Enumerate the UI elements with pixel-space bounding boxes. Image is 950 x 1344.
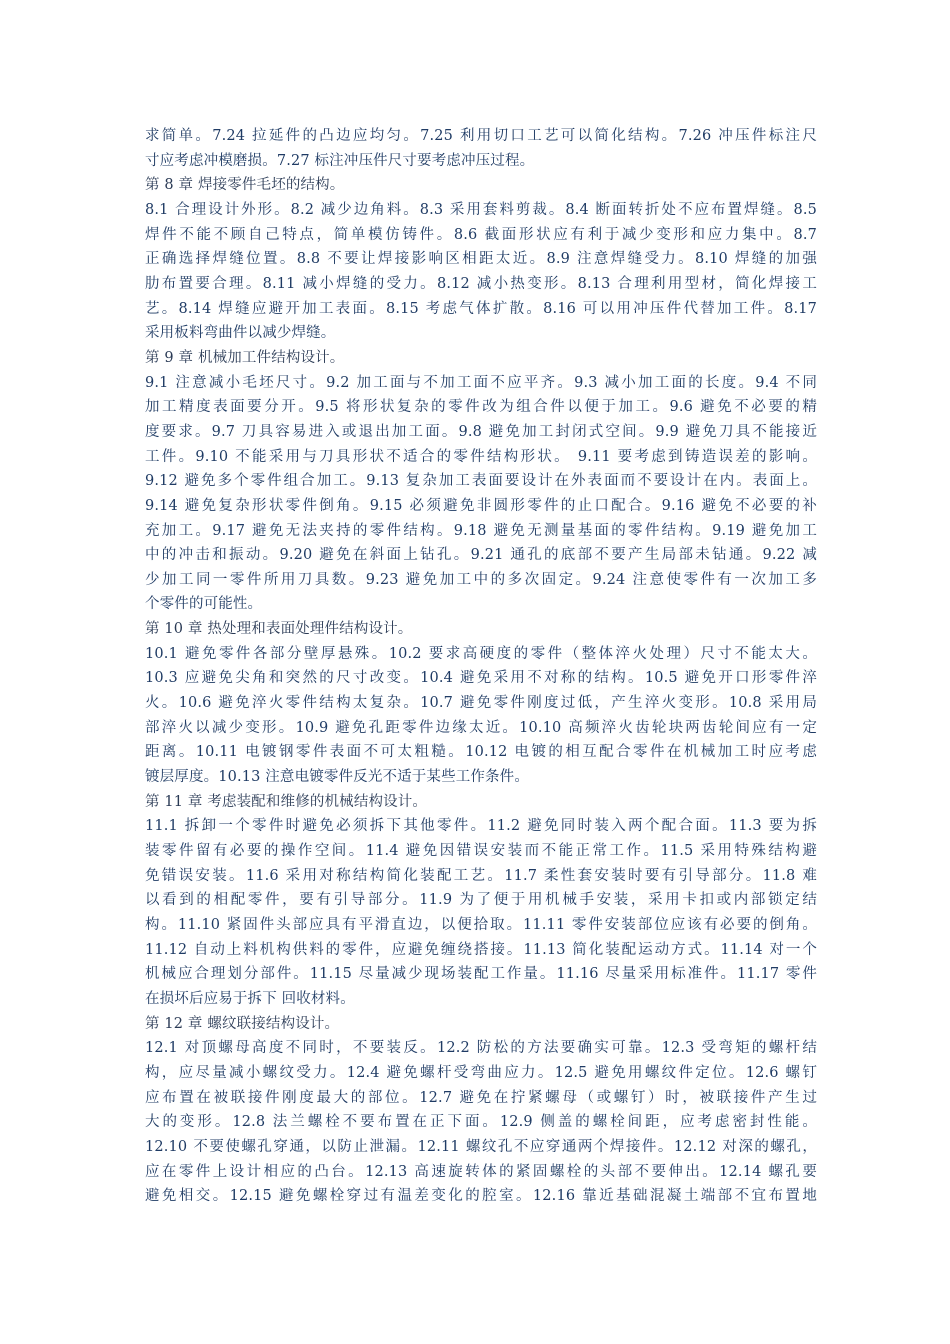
text-line: 肋布置要合理。8.11 减小焊缝的受力。8.12 减小热变形。8.13 合理利用型材，简化焊接工 xyxy=(145,275,817,292)
text-line: 镀层厚度。10.13 注意电镀零件反光不适于某些工作条件。 xyxy=(145,769,529,786)
text-line: 加工精度表面要分开。9.5 将形状复杂的零件改为组合件以便于加工。9.6 避免不必要的精 xyxy=(145,399,817,416)
text-line: 9.14 避免复杂形状零件倒角。9.15 必须避免非圆形零件的止口配合。9.16 避免不必要的补 xyxy=(145,497,817,514)
text-line: 免错误安装。11.6 采用对称结构简化装配工艺。11.7 柔性套安装时要有引导部分。11.8 难 xyxy=(145,867,817,884)
chapter-heading: 第 8 章 焊接零件毛坯的结构。 xyxy=(145,177,345,194)
text-line: 机械应合理划分部件。11.15 尽量减少现场装配工作量。11.16 尽量采用标准件。11.17 零件 xyxy=(145,966,817,983)
chapter-heading: 第 10 章 热处理和表面处理件结构设计。 xyxy=(145,621,413,638)
text-line: 少加工同一零件所用刀具数。9.23 避免加工中的多次固定。9.24 注意使零件有一次加工多 xyxy=(145,571,817,588)
text-line: 采用板料弯曲件以减少焊缝。 xyxy=(145,325,336,342)
text-line: 中的冲击和振动。9.20 避免在斜面上钻孔。9.21 通孔的底部不要产生局部未钻通。9.22 减 xyxy=(145,547,817,564)
text-line: 9.1 注意减小毛坯尺寸。9.2 加工面与不加工面不应平齐。9.3 减小加工面的长度。9.4 不同 xyxy=(145,374,817,391)
text-line: 8.1 合理设计外形。8.2 减少边角料。8.3 采用套料剪裁。8.4 断面转折处不应布置焊缝。8.5 xyxy=(145,201,817,218)
text-line: 应在零件上设计相应的凸台。12.13 高速旋转体的紧固螺栓的头部不要伸出。12.14 螺孔要 xyxy=(145,1163,817,1180)
text-line: 应布置在被联接件刚度最大的部位。12.7 避免在拧紧螺母（或螺钉）时，被联接件产生过 xyxy=(145,1089,817,1106)
text-line: 艺。8.14 焊缝应避开加工表面。8.15 考虑气体扩散。8.16 可以用冲压件代替加工件。8.17 xyxy=(145,300,817,317)
text-line: 11.1 拆卸一个零件时避免必须拆下其他零件。11.2 避免同时装入两个配合面。11.3 要为拆 xyxy=(145,818,817,835)
text-line: 12.10 不要使螺孔穿通，以防止泄漏。12.11 螺纹孔不应穿通两个焊接件。12.12 对深的螺孔， xyxy=(145,1138,817,1155)
text-line: 寸应考虑冲模磨损。7.27 标注冲压件尺寸要考虑冲压过程。 xyxy=(145,152,535,169)
text-line: 求简单。7.24 拉延件的凸边应均匀。7.25 利用切口工艺可以简化结构。7.26 冲压件标注尺 xyxy=(145,128,817,144)
text-line: 部淬火以减少变形。10.9 避免孔距零件边缘太近。10.10 高频淬火齿轮块两齿轮间应有一定 xyxy=(145,719,817,736)
text-line: 大的变形。12.8 法兰螺栓不要布置在正下面。12.9 侧盖的螺栓间距，应考虑密封性能。 xyxy=(145,1114,817,1131)
text-line: 度要求。9.7 刀具容易进入或退出加工面。9.8 避免加工封闭式空间。9.9 避免刀具不能接近 xyxy=(145,423,817,440)
text-line: 距离。10.11 电镀钢零件表面不可太粗糙。10.12 电镀的相互配合零件在机械加工时应考虑 xyxy=(145,744,817,761)
text-line: 火。10.6 避免淬火零件结构太复杂。10.7 避免零件刚度过低，产生淬火变形。10.8 采用局 xyxy=(145,695,817,712)
text-line: 装零件留有必要的操作空间。11.4 避免因错误安装而不能正常工作。11.5 采用特殊结构避 xyxy=(145,843,817,860)
text-line: 避免相交。12.15 避免螺栓穿过有温差变化的腔室。12.16 靠近基础混凝土端部不宜布置地 xyxy=(145,1188,817,1205)
text-line: 10.1 避免零件各部分壁厚悬殊。10.2 要求高硬度的零件（整体淬火处理）尺寸不能太大。 xyxy=(145,645,817,662)
chapter-heading: 第 9 章 机械加工件结构设计。 xyxy=(145,349,345,366)
text-line: 10.3 应避免尖角和突然的尺寸改变。10.4 避免采用不对称的结构。10.5 避免开口形零件淬 xyxy=(145,670,817,687)
text-line: 焊件不能不顾自己特点，简单模仿铸件。8.6 截面形状应有利于减少变形和应力集中。8.7 xyxy=(145,226,817,243)
text-line: 工件。9.10 不能采用与刀具形状不适合的零件结构形状。 9.11 要考虑到铸造误差的影响。 xyxy=(145,448,817,465)
text-line: 12.1 对顶螺母高度不同时，不要装反。12.2 防松的方法要确实可靠。12.3 受弯矩的螺杆结 xyxy=(145,1040,817,1057)
chapter-heading: 第 12 章 螺纹联接结构设计。 xyxy=(145,1015,340,1032)
chapter-heading: 第 11 章 考虑装配和维修的机械结构设计。 xyxy=(145,793,428,810)
text-line: 9.12 避免多个零件组合加工。9.13 复杂加工表面要设计在外表面而不要设计在内。表面上。 xyxy=(145,473,817,490)
text-line: 11.12 自动上料机构供料的零件，应避免缠绕搭接。11.13 简化装配运动方式。11.14 对一个 xyxy=(145,941,817,958)
text-line: 构。11.10 紧固件头部应具有平滑直边，以便拾取。11.11 零件安装部位应该有必要的倒角。 xyxy=(145,917,817,933)
document-page xyxy=(145,124,817,1209)
text-line: 构，应尽量减小螺纹受力。12.4 避免螺杆受弯曲应力。12.5 避免用螺纹件定位。12.6 螺钉 xyxy=(145,1064,817,1081)
text-line: 个零件的可能性。 xyxy=(145,596,263,613)
text-line: 正确选择焊缝位置。8.8 不要让焊接影响区相距太近。8.9 注意焊缝受力。8.10 焊缝的加强 xyxy=(145,251,817,268)
text-line: 充加工。9.17 避免无法夹持的零件结构。9.18 避免无测量基面的零件结构。9.19 避免加工 xyxy=(145,522,817,539)
text-line: 在损坏后应易于拆下 回收材料。 xyxy=(145,990,355,1007)
text-line: 以看到的相配零件，要有引导部分。11.9 为了便于用机械手安装，采用卡扣或内部锁定结 xyxy=(145,892,817,909)
